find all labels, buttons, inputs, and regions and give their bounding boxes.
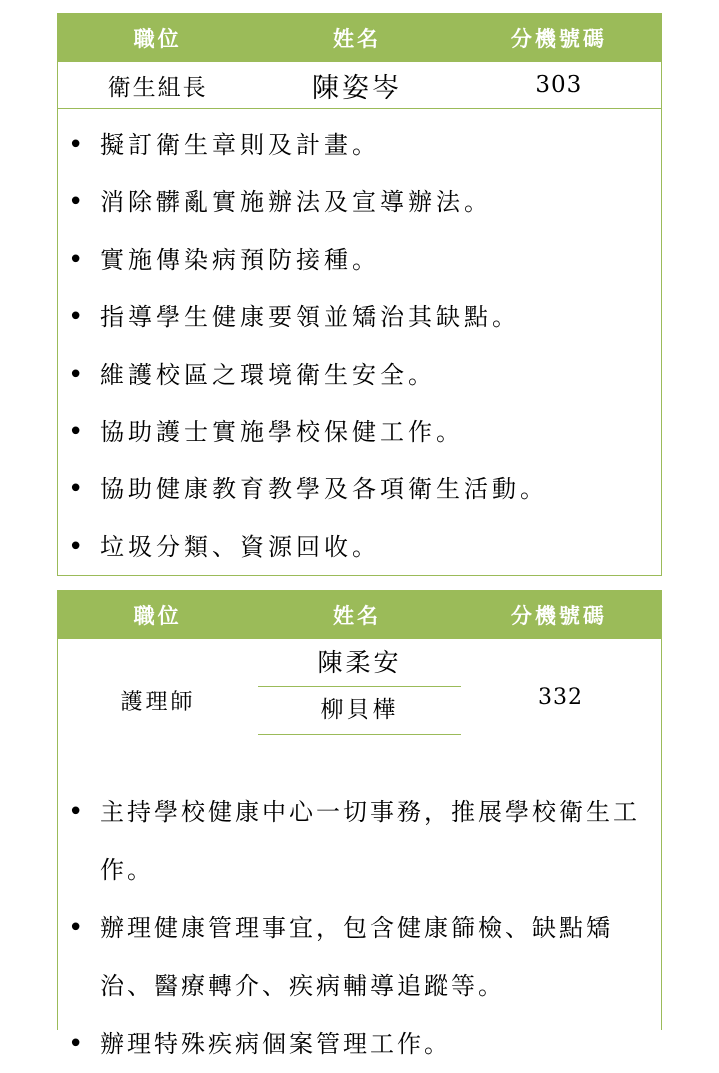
staff-name: 陳柔安	[258, 639, 461, 687]
extension-cell: 303	[535, 72, 583, 98]
position-cell: 護理師	[120, 690, 196, 715]
duty-item: • 消除髒亂實施辦法及宣導辦法。	[58, 177, 661, 234]
name-cell: 陳姿岑	[312, 72, 403, 104]
duty-item: • 協助護士實施學校保健工作。	[58, 407, 661, 464]
extension-header: 分機號碼	[510, 26, 607, 51]
nurse-card	[57, 590, 662, 1058]
name-header: 姓名	[333, 603, 382, 628]
duty-item: • 指導學生健康要領並矯治其缺點。	[58, 292, 661, 349]
duty-item: • 主持學校健康中心一切事務，推展學校衛生工作。	[58, 783, 641, 899]
duty-item: • 協助健康教育教學及各項衛生活動。	[58, 464, 661, 521]
duty-item: • 實施傳染病預防接種。	[58, 235, 661, 292]
duty-list	[58, 120, 661, 579]
position-header: 職位	[133, 603, 182, 628]
extension-cell: 332	[538, 685, 583, 710]
staff-name: 柳貝樺	[258, 687, 461, 735]
extension-header: 分機號碼	[510, 603, 607, 628]
health-team-leader-card	[57, 13, 662, 576]
name-header: 姓名	[333, 26, 382, 51]
staff-row	[58, 62, 661, 109]
duty-item: • 維護校區之環境衛生安全。	[58, 350, 661, 407]
table-header	[58, 14, 661, 62]
position-cell: 衛生組長	[107, 74, 208, 101]
table-header	[58, 591, 661, 639]
name-cell	[258, 639, 461, 735]
duty-list	[58, 783, 661, 1073]
duty-item: • 辦理特殊疾病個案管理工作。	[58, 1015, 641, 1073]
position-header: 職位	[133, 26, 182, 51]
duty-item: • 辦理健康管理事宜，包含健康篩檢、缺點矯治、醫療轉介、疾病輔導追蹤等。	[58, 899, 641, 1015]
duty-item: • 垃圾分類、資源回收。	[58, 522, 661, 579]
duty-item: • 擬訂衛生章則及計畫。	[58, 120, 661, 177]
staff-row	[58, 639, 661, 781]
